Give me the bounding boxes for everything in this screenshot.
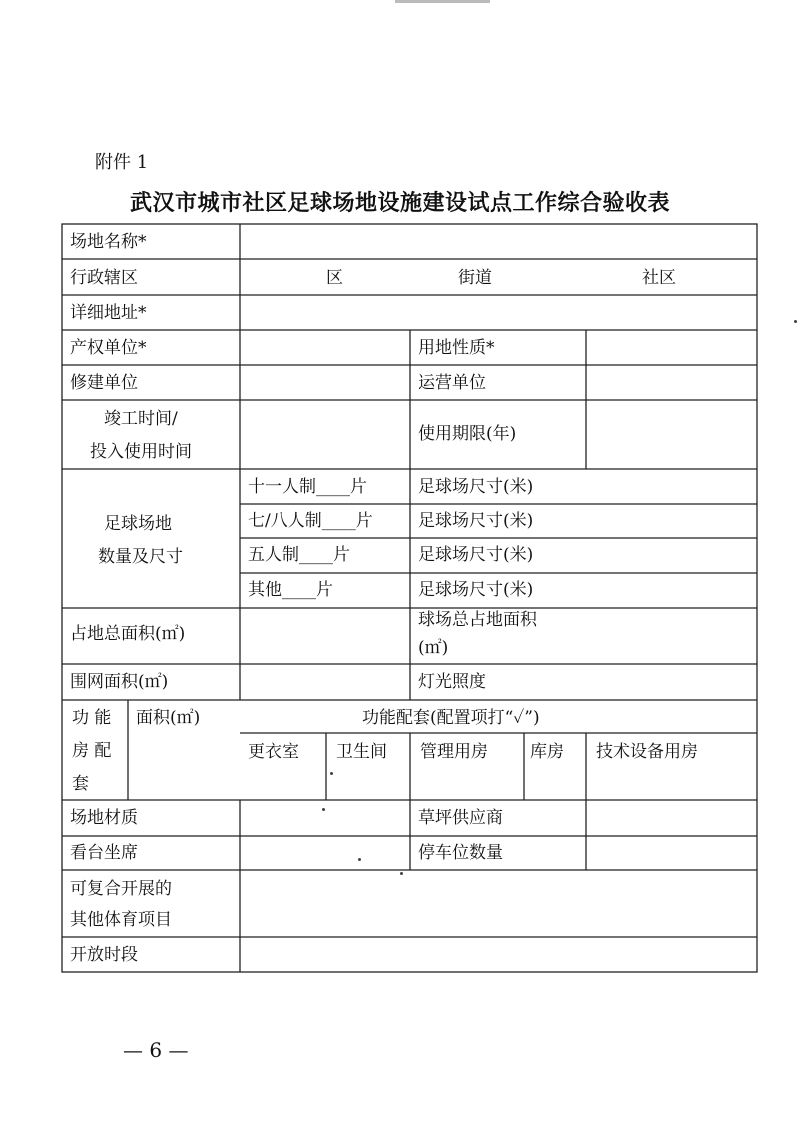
- field-size-7-8: 足球场尺寸(米): [418, 511, 534, 531]
- field-size-other: 足球场尺寸(米): [418, 580, 534, 600]
- owner-label: 产权单位*: [70, 338, 147, 358]
- func-area-label: 面积(㎡): [136, 708, 201, 728]
- total-area-label: 占地总面积(㎡): [70, 624, 186, 644]
- func-rooms-label-1: 功 能: [72, 708, 112, 728]
- room-changing: 更衣室: [248, 742, 299, 762]
- community-label: 社区: [642, 268, 676, 288]
- page-number: — 6 —: [123, 1038, 189, 1062]
- field-size-5: 足球场尺寸(米): [418, 545, 534, 565]
- land-use-label: 用地性质*: [418, 338, 495, 358]
- turf-supplier-label: 草坪供应商: [418, 808, 503, 828]
- func-config-label: 功能配套(配置项打“✓”): [362, 708, 540, 728]
- field-type-11: 十一人制____片: [248, 477, 367, 497]
- func-rooms-label-3: 套: [72, 774, 89, 794]
- opening-hours-label: 开放时段: [70, 945, 138, 965]
- completion-time-label: 竣工时间/: [104, 409, 178, 429]
- pitch-area-unit: (㎡): [418, 638, 449, 658]
- scan-speck: [330, 772, 333, 775]
- room-storage: 库房: [530, 742, 564, 762]
- scan-speck: [794, 320, 797, 323]
- in-use-time-label: 投入使用时间: [90, 442, 192, 462]
- seats-label: 看台坐席: [70, 843, 138, 863]
- count-and-size-label: 数量及尺寸: [98, 547, 183, 567]
- fence-area-label: 围网面积(㎡): [70, 672, 169, 692]
- func-rooms-label-2: 房 配: [72, 741, 112, 761]
- scan-speck: [322, 808, 325, 811]
- service-life-label: 使用期限(年): [418, 424, 517, 444]
- district-label: 区: [326, 268, 343, 288]
- material-label: 场地材质: [70, 808, 138, 828]
- street-label: 街道: [458, 268, 492, 288]
- room-tech-equipment: 技术设备用房: [596, 742, 698, 762]
- room-management: 管理用房: [420, 742, 488, 762]
- form-title: 武汉市城市社区足球场地设施建设试点工作综合验收表: [129, 190, 670, 216]
- admin-area-label: 行政辖区: [70, 268, 138, 288]
- parking-label: 停车位数量: [418, 843, 503, 863]
- field-size-11: 足球场尺寸(米): [418, 477, 534, 497]
- football-fields-label: 足球场地: [104, 514, 172, 534]
- scan-speck: [358, 858, 361, 861]
- operator-label: 运营单位: [418, 373, 486, 393]
- field-type-7-8: 七/八人制____片: [248, 511, 373, 531]
- pitch-area-label: 球场总占地面积: [418, 610, 537, 630]
- builder-label: 修建单位: [70, 373, 138, 393]
- other-sports-label-1: 可复合开展的: [70, 879, 172, 899]
- room-restroom: 卫生间: [336, 742, 387, 762]
- scan-speck: [400, 872, 403, 875]
- venue-name-label: 场地名称*: [70, 232, 147, 252]
- field-type-5: 五人制____片: [248, 545, 350, 565]
- address-label: 详细地址*: [70, 303, 147, 323]
- attachment-label: 附件 1: [95, 152, 149, 173]
- field-type-other: 其他____片: [248, 580, 333, 600]
- other-sports-label-2: 其他体育项目: [70, 910, 172, 930]
- lighting-label: 灯光照度: [418, 672, 486, 692]
